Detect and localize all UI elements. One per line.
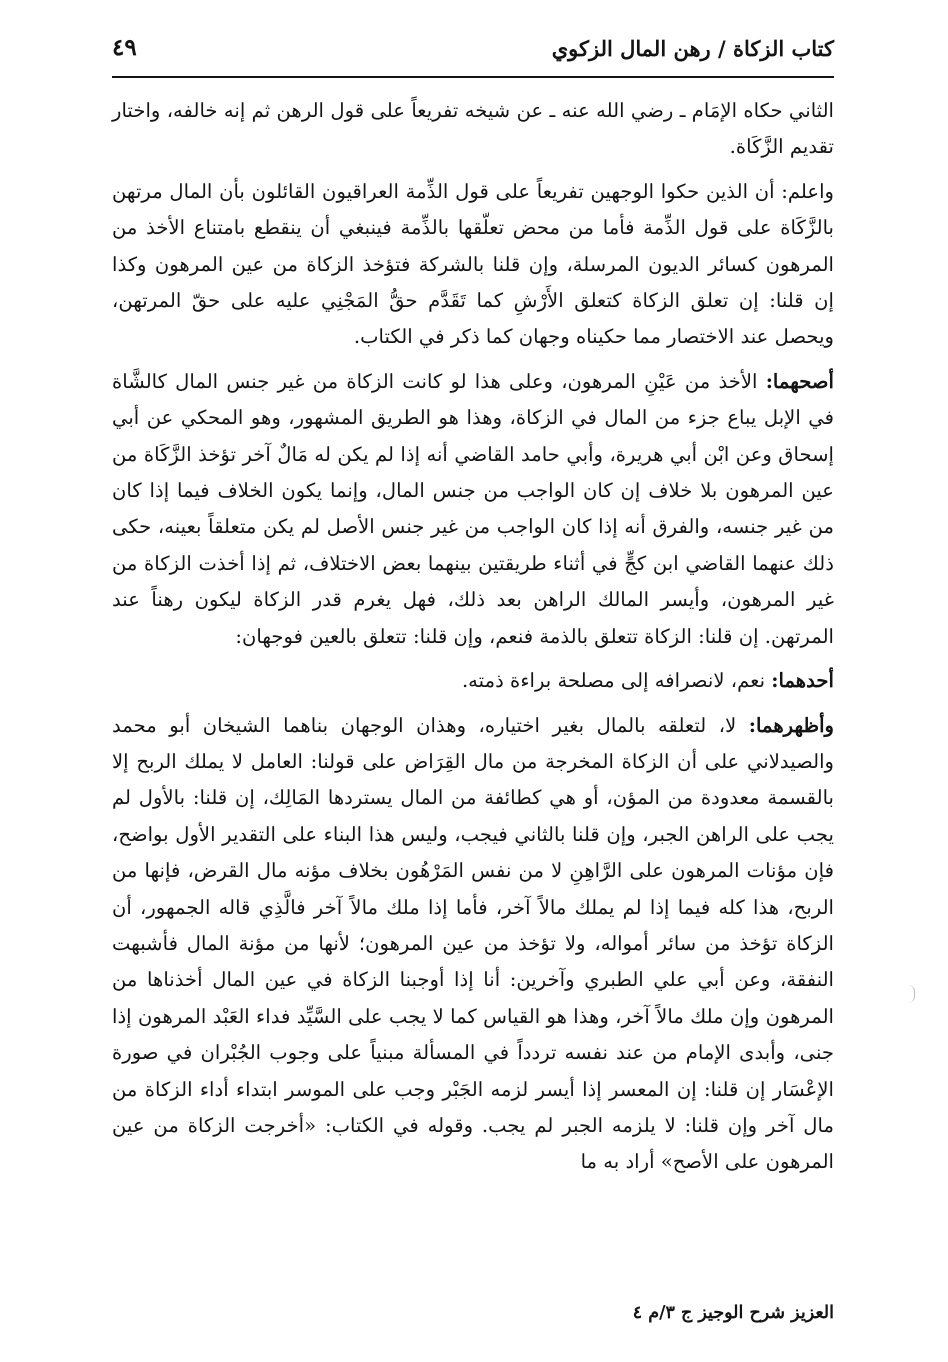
- paragraph-lead: أحدهما:: [771, 669, 834, 693]
- paragraph: [112, 364, 834, 655]
- paragraph-text: لا، لتعلقه بالمال بغير اختياره، وهذان الوجهان بناهما الشيخان أبو محمد والصيدلاني على أن الزكاة المخرجة من مال القِرَاض على قولنا: العامل لا يملك الربح إلا بالقسمة معدودة من المؤن، أو هي كطائفة من المال يستردها المَالِك، إن قلنا: بالأول لم يجب على الراهن الجبر، وإن قلنا بالثاني فيجب، وليس هذا البناء على التقدير الأول بواضح، فإن مؤنات المرهون على الرَّاهِنِ لا من نفس المَرْهُون بخلاف مؤنه مال القرض، فإنها من الربح، هذا كله فيما إذا لم يملك مالاً آخر، فأما إذا ملك مالاً آخر فالَّذِي قاله الجمهور، أن الزكاة تؤخذ من سائر أمواله، ولا تؤخذ من عين المرهون؛ لأنها من مؤنة المال فأشبهت النفقة، وعن أبي علي الطبري وآخرين: أنا إذا أوجبنا الزكاة في عين المال أخذناها من المرهون وإن ملك مالاً آخر، وهذا هو القياس كما لا يجب على السَّيِّد فداء العَبْد المرهون إذا جنى، وأبدى الإمام من عند نفسه تردداً في المسألة مبنياً على وجوب الجُبْران في صورة الإعْسَار إن قلنا: إن المعسر إذا أيسر لزمه الجَبْر وجب على الموسر ابتداء أداء الزكاة من مال آخر وإن قلنا: لا يلزمه الجبر لم يجب. وقوله في الكتاب: «أخرجت الزكاة من عين المرهون على الأصح» أراد به ما: [112, 713, 834, 1174]
- paragraph-text: الأخذ من عَيْنِ المرهون، وعلى هذا لو كانت الزكاة من غير جنس المال كالشَّاة في الإبل يباع جزء من المال في الزكاة، وهذا هو الطريق المشهور، وهو المحكي عن أبي إسحاق وعن ابْن أبي هريرة، وأبي حامد القاضي أنه إذا لم يكن له مَالٌ آخر تؤخذ الزَّكَاة من عين المرهون بلا خلاف إن كان الواجب من جنس المال، وإنما يكون الخلاف فيما إذا كان من غير جنسه، والفرق أنه إذا كان الواجب من غير جنس الأصل لم يكن متعلقاً بعينه، حكى ذلك عنهما القاضي ابن كجٍّ في أثناء طريقتين بينهما بعض الاختلاف، ثم إذا أخذت الزكاة من غير المرهون، وأيسر المالك الراهن بعد ذلك، فهل يغرم قدر الزكاة ليكون رهناً عند المرتهن. إن قلنا: الزكاة تتعلق بالذمة فنعم، وإن قلنا: تتعلق بالعين فوجهان:: [112, 369, 834, 648]
- running-title: كتاب الزكاة / رهن المال الزكوي: [551, 36, 834, 61]
- margin-mark: [908, 985, 915, 1003]
- header-rule: [112, 76, 834, 78]
- paragraph: [112, 174, 834, 356]
- paragraph-lead: وأظهرهما:: [748, 713, 835, 737]
- page-number: ٤٩: [112, 34, 137, 61]
- paragraph: [112, 708, 834, 1181]
- paragraph-text: نعم، لانصرافه إلى مصلحة براءة ذمته.: [461, 669, 766, 693]
- page-header: [112, 30, 834, 78]
- paragraph-text: الثاني حكاه الإمَام ـ رضي الله عنه ـ عن شيخه تفريعاً على قول الرهن ثم إنه خالفه، واختار تقديم الزَّكَاة.: [112, 99, 834, 159]
- paragraph-lead: أصحهما:: [765, 369, 834, 393]
- paragraph-text: واعلم: أن الذين حكوا الوجهين تفريعاً على قول الذِّمة العراقيون القائلون بأن المال مرتهن بالزَّكَاة على قول الذِّمة فأما من محض تعلّقها بالذِّمة فينبغي أن ينقطع بامتناع الأخذ من المرهون كسائر الديون المرسلة، وإن قلنا بالشركة فتؤخذ الزكاة من عين المرهون وكذا إن قلنا: إن تعلق الزكاة كتعلق الأَرْشِ كما تَقَدَّم حقُّ المَجْنِي عليه على حقّ المرتهن، ويحصل عند الاختصار مما حكيناه وجهان كما ذكر في الكتاب.: [112, 179, 834, 349]
- paragraph: [112, 93, 834, 166]
- signature-line: العزيز شرح الوجيز ج ٣/م ٤: [632, 1303, 834, 1323]
- body-text: [112, 93, 834, 1272]
- paragraph: [112, 663, 834, 699]
